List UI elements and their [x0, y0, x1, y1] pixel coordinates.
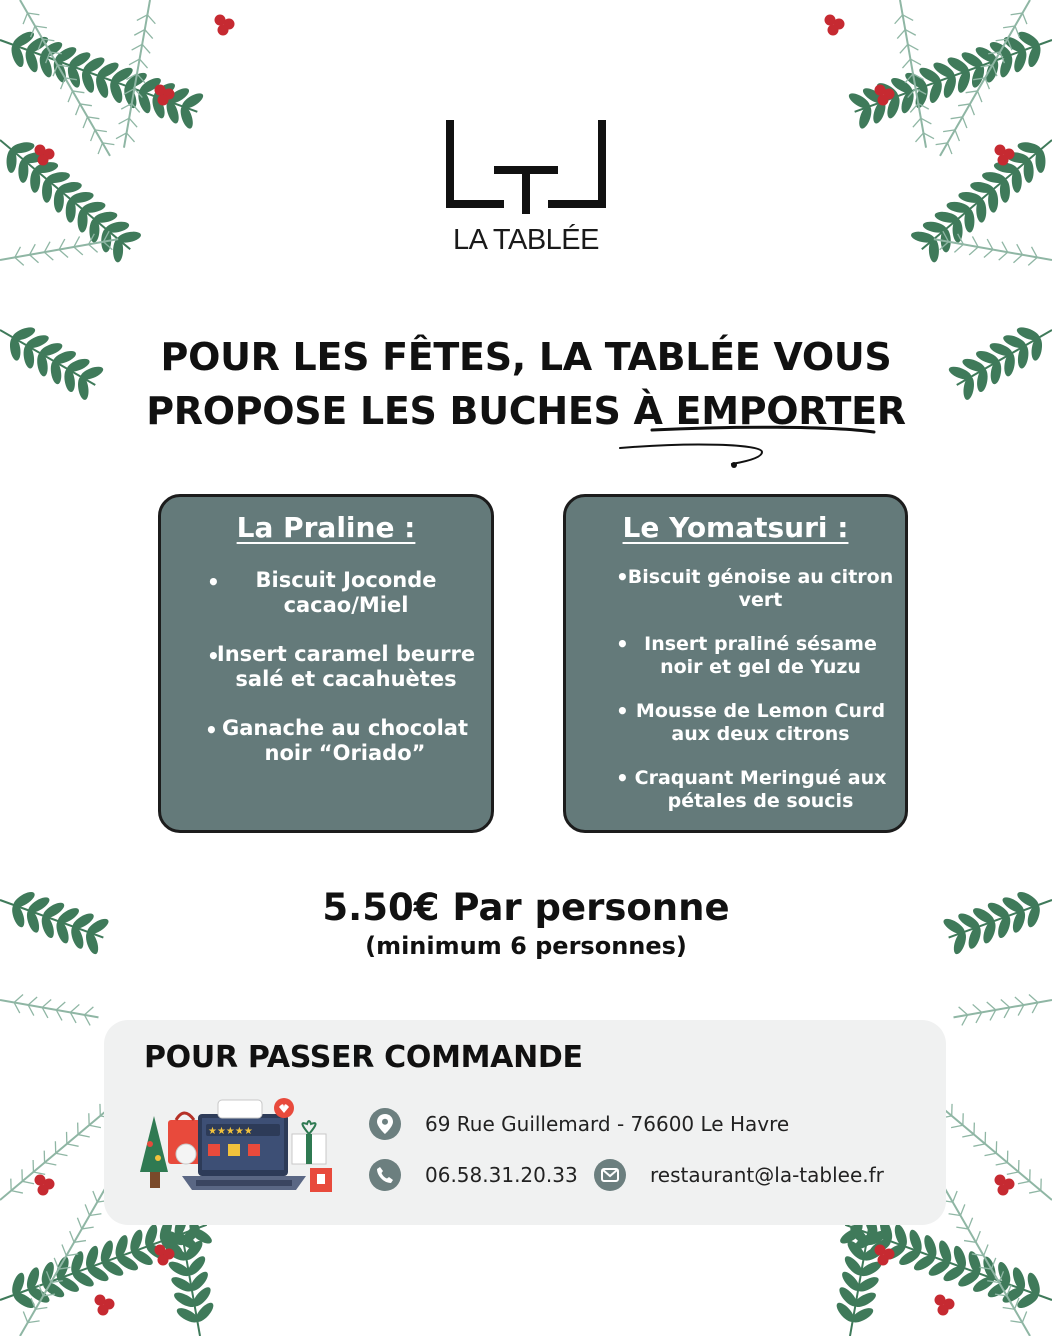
list-item: • Craquant Meringué aux pétales de soucis — [616, 766, 887, 812]
online-shopping-laptop-illustration — [136, 1094, 336, 1210]
ingredient-list — [161, 568, 491, 766]
mail-icon — [594, 1159, 626, 1191]
list-item: • Insert praliné sésame noir et gel de Yuzu — [616, 632, 877, 678]
list-item: • Biscuit Joconde cacao/Miel — [207, 568, 437, 617]
minimum-order-note: (minimum 6 personnes) — [365, 932, 687, 960]
contact-phone[interactable] — [369, 1159, 578, 1191]
headline-line-1: POUR LES FÊTES, LA TABLÉE VOUS — [160, 335, 892, 379]
bullet-icon: • — [207, 570, 220, 594]
underline-swoosh-decoration — [612, 418, 882, 474]
list-item: • Ganache au chocolat noir “Oriado” — [205, 716, 469, 765]
ltl-monogram-logo — [446, 118, 606, 214]
phone-icon — [369, 1159, 401, 1191]
card-title: La Praline : — [236, 511, 416, 544]
list-item: • Insert caramel beurre salé et cacahuètes — [207, 642, 476, 691]
ingredient-list — [566, 566, 905, 813]
bullet-icon: • — [207, 644, 220, 668]
menu-card-la-praline — [158, 494, 494, 833]
bullet-icon: • — [205, 718, 218, 742]
card-title: Le Yomatsuri : — [622, 511, 849, 544]
order-panel — [104, 1020, 946, 1225]
logo — [426, 118, 626, 278]
list-item: • Biscuit génoise au citron vert — [616, 565, 894, 611]
address-text: 69 Rue Guillemard - 76600 Le Havre — [425, 1112, 790, 1136]
bullet-icon: • — [616, 766, 629, 790]
headline-line-2: PROPOSE LES BUCHES À EMPORTER — [146, 389, 906, 433]
location-pin-icon — [369, 1108, 401, 1140]
menu-card-le-yomatsuri — [563, 494, 908, 833]
order-title: POUR PASSER COMMANDE — [144, 1040, 583, 1075]
email-text[interactable]: restaurant@la-tablee.fr — [650, 1163, 884, 1187]
list-item: • Mousse de Lemon Curd aux deux citrons — [616, 699, 886, 745]
contact-email[interactable] — [594, 1159, 884, 1191]
contact-address — [369, 1108, 789, 1140]
price-per-person: 5.50€ Par personne — [322, 886, 730, 929]
phone-text[interactable]: 06.58.31.20.33 — [425, 1163, 578, 1187]
svg-text:★★★★★: ★★★★★ — [208, 1126, 253, 1137]
bullet-icon: • — [616, 632, 629, 656]
bullet-icon: • — [616, 699, 629, 723]
brand-name: LA TABLÉE — [453, 224, 599, 256]
bullet-icon: • — [616, 565, 629, 589]
